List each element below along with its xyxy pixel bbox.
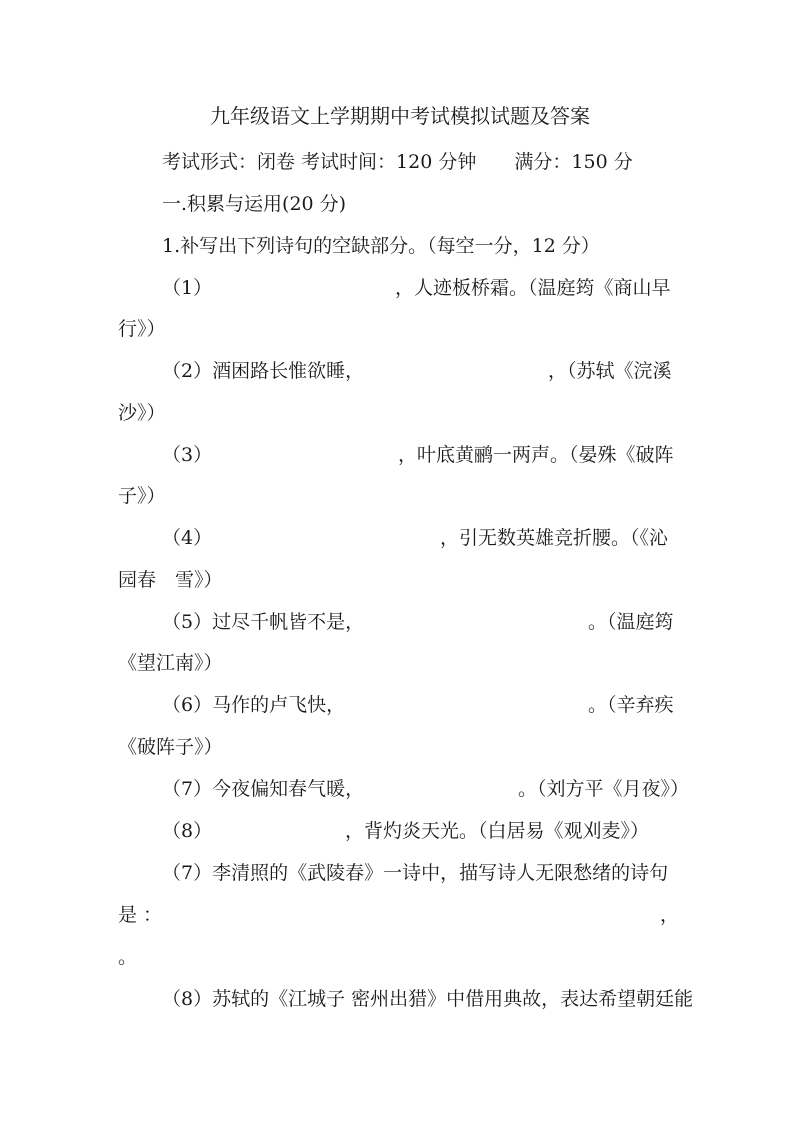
poem-item-4-end: ，引无数英雄竞折腰。（《沁 (440, 527, 669, 549)
poem-item-7-end: 。（刘方平《月夜》） (518, 778, 690, 800)
poem-item-8-end: ，背灼炎天光。（白居易《观刈麦》） (345, 820, 650, 842)
poem-item-3-start: （3） (162, 444, 213, 466)
poem-item-5-start: （5）过尽千帆皆不是， (162, 611, 365, 633)
poem-item-2-end: ，（苏轼《浣溪 (548, 360, 672, 382)
poem-item-1-start: （1） (162, 277, 213, 299)
poem-item-2-start: （2）酒困路长惟欲睡， (162, 360, 365, 382)
poem-item-5-cont: 《望江南》） (118, 652, 223, 674)
poem-item-1-cont: 行》） (118, 318, 166, 340)
full-score: 满分：150 分 (514, 151, 633, 173)
q8-jiangchengzi-line1: （8）苏轼的《江城子 密州出猎》中借用典故，表达希望朝廷能 (162, 988, 694, 1010)
poem-item-3-end: ，叶底黄鹂一两声。（晏殊《破阵 (398, 444, 674, 466)
poem-item-6-cont: 《破阵子》） (118, 736, 223, 758)
poem-item-6-end: 。（辛弃疾 (588, 694, 674, 716)
poem-item-2-cont: 沙》） (118, 402, 166, 424)
poem-item-6-start: （6）马作的卢飞快， (162, 694, 346, 716)
exam-format: 考试形式：闭卷 考试时间：120 分钟 (162, 151, 477, 173)
q7-wuling-line2-end: ， (660, 904, 680, 926)
section-heading: 一.积累与运用(20 分) (162, 193, 347, 215)
poem-item-4-start: （4） (162, 527, 213, 549)
exam-info-line (162, 149, 633, 175)
poem-item-5-end: 。（温庭筠 (588, 611, 674, 633)
poem-item-7-start: （7）今夜偏知春气暖， (162, 778, 365, 800)
poem-item-1-end: ，人迹板桥霜。（温庭筠《商山早 (395, 277, 671, 299)
q7-wuling-line1: （7）李清照的《武陵春》一诗中，描写诗人无限愁绪的诗句 (162, 862, 669, 884)
q7-wuling-line3: 。 (118, 946, 138, 968)
q7-wuling-line2-start: 是 ： (118, 904, 163, 926)
poem-item-1 (162, 275, 212, 301)
poem-item-8-start: （8） (162, 820, 213, 842)
poem-item-4-cont: 园春 雪》） (118, 569, 223, 591)
document-title: 九年级语文上学期期中考试模拟试题及答案 (210, 104, 590, 128)
poem-item-3-cont: 子》） (118, 485, 166, 507)
question-1-heading: 1.补写出下列诗句的空缺部分。（每空一分，12 分） (162, 235, 600, 257)
